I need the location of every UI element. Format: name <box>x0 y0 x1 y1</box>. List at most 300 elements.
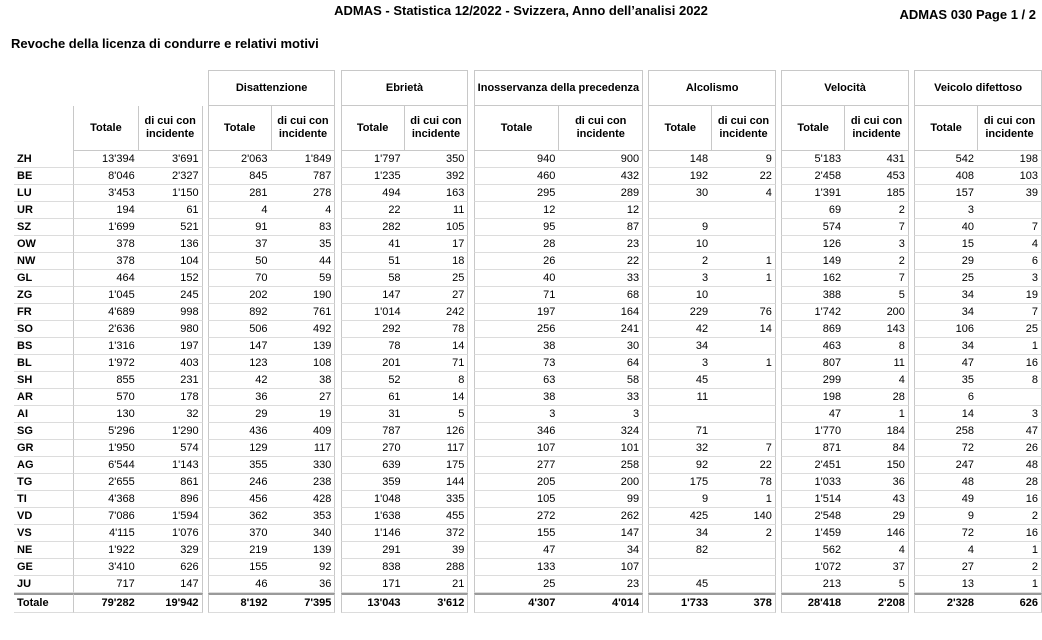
cell-total: 494 <box>341 185 404 202</box>
cell-incidents <box>711 542 776 559</box>
cell-total: 40 <box>474 270 559 287</box>
cell-incidents: 980 <box>138 321 203 338</box>
cell-total: 542 <box>914 151 977 168</box>
cell-total: 2'655 <box>73 474 138 491</box>
cell-total: 299 <box>781 372 844 389</box>
cell-total: 2'328 <box>914 593 977 613</box>
cell-total: 149 <box>781 253 844 270</box>
cell-total: 49 <box>914 491 977 508</box>
cell-incidents: 2 <box>711 525 776 542</box>
cell-incidents: 2 <box>844 253 909 270</box>
table-row <box>14 576 1042 593</box>
cell-total: 126 <box>781 236 844 253</box>
header-blank <box>14 106 73 151</box>
revocations-table <box>14 70 1042 613</box>
cell-total: 28 <box>474 236 559 253</box>
cell-total: 107 <box>474 440 559 457</box>
cell-incidents: 16 <box>977 491 1042 508</box>
table-row <box>14 151 1042 168</box>
table-row <box>14 168 1042 185</box>
cell-total: 855 <box>73 372 138 389</box>
cell-incidents: 1 <box>711 270 776 287</box>
cell-total: 45 <box>648 576 711 593</box>
cell-total: 5'296 <box>73 423 138 440</box>
cell-total: 26 <box>474 253 559 270</box>
cell-incidents: 7 <box>977 304 1042 321</box>
cell-total: 282 <box>341 219 404 236</box>
cell-incidents: 4 <box>271 202 336 219</box>
cell-incidents: 492 <box>271 321 336 338</box>
cell-total: 281 <box>208 185 271 202</box>
cell-incidents: 185 <box>844 185 909 202</box>
canton-label: VS <box>14 525 73 542</box>
cell-total: 41 <box>341 236 404 253</box>
cell-incidents: 105 <box>404 219 469 236</box>
cell-incidents: 18 <box>404 253 469 270</box>
cell-total: 4 <box>914 542 977 559</box>
cell-incidents: 4 <box>977 236 1042 253</box>
cell-total: 9 <box>648 219 711 236</box>
cell-total: 25 <box>914 270 977 287</box>
cell-incidents: 32 <box>138 406 203 423</box>
cell-total: 1'638 <box>341 508 404 525</box>
cell-incidents: 5 <box>404 406 469 423</box>
canton-label: ZH <box>14 151 73 168</box>
cell-incidents: 403 <box>138 355 203 372</box>
cell-total: 105 <box>474 491 559 508</box>
cell-total: 1'459 <box>781 525 844 542</box>
canton-label: BS <box>14 338 73 355</box>
cell-incidents: 68 <box>558 287 643 304</box>
cell-incidents: 19'942 <box>138 593 203 613</box>
canton-label: SO <box>14 321 73 338</box>
cell-incidents: 43 <box>844 491 909 508</box>
cell-total: 3 <box>474 406 559 423</box>
cell-total: 147 <box>208 338 271 355</box>
cell-incidents: 36 <box>844 474 909 491</box>
cell-incidents: 19 <box>271 406 336 423</box>
cell-total: 277 <box>474 457 559 474</box>
cell-total: 1'733 <box>648 593 711 613</box>
cell-total: 155 <box>474 525 559 542</box>
cell-total: 61 <box>341 389 404 406</box>
cell-total: 1'048 <box>341 491 404 508</box>
cell-total: 58 <box>341 270 404 287</box>
cell-incidents: 1'150 <box>138 185 203 202</box>
cell-incidents <box>711 236 776 253</box>
cell-incidents: 896 <box>138 491 203 508</box>
cell-total: 129 <box>208 440 271 457</box>
table-row <box>14 508 1042 525</box>
cell-total: 133 <box>474 559 559 576</box>
cell-incidents: 7 <box>711 440 776 457</box>
total-row <box>14 593 1042 613</box>
cell-total: 47 <box>781 406 844 423</box>
cell-total: 82 <box>648 542 711 559</box>
canton-label: VD <box>14 508 73 525</box>
cell-total: 246 <box>208 474 271 491</box>
col-header-total: Totale <box>474 106 559 151</box>
cell-total: 202 <box>208 287 271 304</box>
table-row <box>14 321 1042 338</box>
cell-incidents: 998 <box>138 304 203 321</box>
cell-total: 388 <box>781 287 844 304</box>
cell-incidents: 900 <box>558 151 643 168</box>
cell-total: 291 <box>341 542 404 559</box>
cell-total: 1'742 <box>781 304 844 321</box>
cell-total: 6'544 <box>73 457 138 474</box>
cell-incidents: 1 <box>977 338 1042 355</box>
cell-incidents: 861 <box>138 474 203 491</box>
table-body <box>14 151 1042 613</box>
sub-header-row <box>14 106 1042 151</box>
cell-incidents: 262 <box>558 508 643 525</box>
cell-total: 92 <box>648 457 711 474</box>
cell-total: 6 <box>914 389 977 406</box>
canton-label: ZG <box>14 287 73 304</box>
cell-total: 52 <box>341 372 404 389</box>
total-label: Totale <box>14 593 73 613</box>
cell-total: 34 <box>914 287 977 304</box>
cell-incidents: 1'143 <box>138 457 203 474</box>
cell-incidents: 14 <box>404 338 469 355</box>
cell-incidents: 76 <box>711 304 776 321</box>
cell-incidents: 200 <box>558 474 643 491</box>
table-row <box>14 457 1042 474</box>
cell-total: 359 <box>341 474 404 491</box>
cell-incidents: 1'290 <box>138 423 203 440</box>
cell-total: 460 <box>474 168 559 185</box>
cell-incidents: 288 <box>404 559 469 576</box>
cell-total: 157 <box>914 185 977 202</box>
cell-incidents: 27 <box>404 287 469 304</box>
cell-incidents: 4 <box>711 185 776 202</box>
cell-total: 378 <box>73 236 138 253</box>
cell-total: 256 <box>474 321 559 338</box>
table-row <box>14 270 1042 287</box>
cell-incidents: 33 <box>558 270 643 287</box>
cell-incidents: 1 <box>711 491 776 508</box>
cell-total: 198 <box>781 389 844 406</box>
cell-incidents: 61 <box>138 202 203 219</box>
cell-incidents: 3'612 <box>404 593 469 613</box>
cell-total: 71 <box>474 287 559 304</box>
cell-incidents: 39 <box>404 542 469 559</box>
cell-total: 807 <box>781 355 844 372</box>
cell-incidents <box>711 423 776 440</box>
cell-total: 639 <box>341 457 404 474</box>
cell-total: 464 <box>73 270 138 287</box>
cell-incidents: 29 <box>844 508 909 525</box>
cell-total: 63 <box>474 372 559 389</box>
cell-incidents: 64 <box>558 355 643 372</box>
cell-incidents: 6 <box>977 253 1042 270</box>
cell-total: 229 <box>648 304 711 321</box>
col-header-total: Totale <box>341 106 404 151</box>
cell-total: 717 <box>73 576 138 593</box>
cell-total: 3 <box>648 270 711 287</box>
cell-incidents: 184 <box>844 423 909 440</box>
cell-incidents: 22 <box>558 253 643 270</box>
canton-label: BE <box>14 168 73 185</box>
cell-incidents: 19 <box>977 287 1042 304</box>
col-header-total: Totale <box>914 106 977 151</box>
canton-label: SH <box>14 372 73 389</box>
table-row <box>14 406 1042 423</box>
cell-total: 12 <box>474 202 559 219</box>
cell-total: 10 <box>648 287 711 304</box>
cell-incidents: 372 <box>404 525 469 542</box>
cell-total: 15 <box>914 236 977 253</box>
cell-total: 2'548 <box>781 508 844 525</box>
cell-total: 247 <box>914 457 977 474</box>
cell-incidents: 87 <box>558 219 643 236</box>
cell-total: 1'922 <box>73 542 138 559</box>
cell-total: 95 <box>474 219 559 236</box>
cell-total: 1'972 <box>73 355 138 372</box>
cell-total: 1'391 <box>781 185 844 202</box>
cell-incidents: 84 <box>844 440 909 457</box>
cell-total: 45 <box>648 372 711 389</box>
cell-incidents: 22 <box>711 457 776 474</box>
cell-total: 40 <box>914 219 977 236</box>
cell-incidents: 626 <box>977 593 1042 613</box>
cell-incidents: 231 <box>138 372 203 389</box>
cell-incidents: 392 <box>404 168 469 185</box>
cell-total: 2'451 <box>781 457 844 474</box>
cell-total: 50 <box>208 253 271 270</box>
cell-total: 13'043 <box>341 593 404 613</box>
cell-incidents: 200 <box>844 304 909 321</box>
cell-total: 1'950 <box>73 440 138 457</box>
group-header: Disattenzione <box>208 70 336 106</box>
cell-total: 2'063 <box>208 151 271 168</box>
table-row <box>14 236 1042 253</box>
cell-total: 1'146 <box>341 525 404 542</box>
group-header: Ebrietà <box>341 70 469 106</box>
cell-incidents: 3 <box>977 406 1042 423</box>
cell-total: 562 <box>781 542 844 559</box>
cell-incidents: 140 <box>711 508 776 525</box>
cell-total: 940 <box>474 151 559 168</box>
cell-total: 70 <box>208 270 271 287</box>
cell-incidents: 353 <box>271 508 336 525</box>
cell-total: 346 <box>474 423 559 440</box>
cell-total: 192 <box>648 168 711 185</box>
cell-total: 845 <box>208 168 271 185</box>
cell-incidents: 44 <box>271 253 336 270</box>
cell-incidents: 107 <box>558 559 643 576</box>
cell-total: 4'115 <box>73 525 138 542</box>
cell-total: 147 <box>341 287 404 304</box>
cell-total: 197 <box>474 304 559 321</box>
cell-total: 31 <box>341 406 404 423</box>
cell-total: 2'458 <box>781 168 844 185</box>
cell-total: 34 <box>914 304 977 321</box>
cell-incidents: 1 <box>844 406 909 423</box>
cell-incidents: 175 <box>404 457 469 474</box>
cell-total: 13'394 <box>73 151 138 168</box>
cell-total: 892 <box>208 304 271 321</box>
cell-incidents: 23 <box>558 576 643 593</box>
canton-label: TG <box>14 474 73 491</box>
cell-total: 292 <box>341 321 404 338</box>
cell-incidents: 27 <box>271 389 336 406</box>
cell-incidents: 1 <box>977 576 1042 593</box>
table-row <box>14 287 1042 304</box>
report-title: ADMAS - Statistica 12/2022 - Svizzera, Anno dell’analisi 2022 <box>334 3 708 18</box>
cell-total <box>648 406 711 423</box>
cell-total: 4'307 <box>474 593 559 613</box>
cell-incidents: 14 <box>711 321 776 338</box>
canton-label: SZ <box>14 219 73 236</box>
cell-total: 1'316 <box>73 338 138 355</box>
canton-label: UR <box>14 202 73 219</box>
cell-incidents: 455 <box>404 508 469 525</box>
cell-total: 4'689 <box>73 304 138 321</box>
cell-incidents: 126 <box>404 423 469 440</box>
cell-incidents: 378 <box>711 593 776 613</box>
cell-incidents: 139 <box>271 338 336 355</box>
group-header: Alcolismo <box>648 70 776 106</box>
cell-incidents: 117 <box>404 440 469 457</box>
cell-total: 37 <box>208 236 271 253</box>
col-header-total: Totale <box>781 106 844 151</box>
cell-total: 175 <box>648 474 711 491</box>
table-row <box>14 202 1042 219</box>
cell-total: 463 <box>781 338 844 355</box>
cell-incidents <box>711 406 776 423</box>
cell-incidents: 258 <box>558 457 643 474</box>
cell-total: 3'453 <box>73 185 138 202</box>
cell-total: 378 <box>73 253 138 270</box>
canton-label: AG <box>14 457 73 474</box>
cell-incidents: 25 <box>404 270 469 287</box>
cell-total: 436 <box>208 423 271 440</box>
cell-incidents: 30 <box>558 338 643 355</box>
col-header-incidents: di cui con incidente <box>711 106 776 151</box>
cell-incidents: 23 <box>558 236 643 253</box>
cell-total: 1'514 <box>781 491 844 508</box>
cell-total: 123 <box>208 355 271 372</box>
cell-total: 106 <box>914 321 977 338</box>
cell-incidents: 1'849 <box>271 151 336 168</box>
cell-total: 1'770 <box>781 423 844 440</box>
cell-total: 34 <box>648 338 711 355</box>
cell-incidents: 7 <box>844 270 909 287</box>
group-header: Inosservanza della precedenza <box>474 70 643 106</box>
cell-total: 9 <box>914 508 977 525</box>
table-row <box>14 355 1042 372</box>
cell-total: 3 <box>914 202 977 219</box>
cell-total: 787 <box>341 423 404 440</box>
cell-incidents <box>711 219 776 236</box>
cell-incidents: 34 <box>558 542 643 559</box>
cell-incidents: 25 <box>977 321 1042 338</box>
col-header-incidents: di cui con incidente <box>977 106 1042 151</box>
canton-label: GL <box>14 270 73 287</box>
cell-total: 1'699 <box>73 219 138 236</box>
cell-incidents: 33 <box>558 389 643 406</box>
cell-incidents: 146 <box>844 525 909 542</box>
cell-total: 362 <box>208 508 271 525</box>
cell-incidents: 147 <box>558 525 643 542</box>
table-row <box>14 559 1042 576</box>
cell-incidents <box>711 372 776 389</box>
cell-total: 91 <box>208 219 271 236</box>
cell-incidents: 2'327 <box>138 168 203 185</box>
col-header-incidents: di cui con incidente <box>558 106 643 151</box>
col-header-incidents: di cui con incidente <box>404 106 469 151</box>
cell-incidents <box>711 576 776 593</box>
cell-total: 148 <box>648 151 711 168</box>
cell-total: 38 <box>474 338 559 355</box>
cell-incidents: 245 <box>138 287 203 304</box>
table-row <box>14 525 1042 542</box>
cell-incidents: 787 <box>271 168 336 185</box>
cell-total: 51 <box>341 253 404 270</box>
canton-label: GR <box>14 440 73 457</box>
cell-total: 42 <box>208 372 271 389</box>
table-row <box>14 372 1042 389</box>
cell-total: 34 <box>914 338 977 355</box>
table-row <box>14 423 1042 440</box>
table-row <box>14 338 1042 355</box>
cell-incidents: 242 <box>404 304 469 321</box>
cell-total: 73 <box>474 355 559 372</box>
cell-incidents: 101 <box>558 440 643 457</box>
cell-incidents: 178 <box>138 389 203 406</box>
cell-incidents: 3 <box>977 270 1042 287</box>
cell-incidents: 21 <box>404 576 469 593</box>
cell-incidents <box>977 389 1042 406</box>
cell-total: 1'235 <box>341 168 404 185</box>
cell-incidents: 1 <box>977 542 1042 559</box>
cell-incidents: 78 <box>404 321 469 338</box>
cell-incidents: 163 <box>404 185 469 202</box>
cell-incidents: 2 <box>977 559 1042 576</box>
cell-incidents: 9 <box>711 151 776 168</box>
report-subtitle: Revoche della licenza di condurre e relativi motivi <box>11 36 319 51</box>
cell-incidents: 761 <box>271 304 336 321</box>
cell-total: 30 <box>648 185 711 202</box>
cell-incidents: 11 <box>404 202 469 219</box>
cell-total: 22 <box>341 202 404 219</box>
cell-total <box>648 559 711 576</box>
cell-incidents: 5 <box>844 287 909 304</box>
cell-incidents: 521 <box>138 219 203 236</box>
cell-incidents: 26 <box>977 440 1042 457</box>
table-row <box>14 542 1042 559</box>
canton-label: FR <box>14 304 73 321</box>
cell-total: 272 <box>474 508 559 525</box>
cell-incidents: 28 <box>844 389 909 406</box>
cell-incidents: 2'208 <box>844 593 909 613</box>
cell-incidents: 1'076 <box>138 525 203 542</box>
canton-label: NW <box>14 253 73 270</box>
cell-incidents: 83 <box>271 219 336 236</box>
cell-total: 69 <box>781 202 844 219</box>
cell-total: 456 <box>208 491 271 508</box>
canton-label: BL <box>14 355 73 372</box>
cell-incidents: 626 <box>138 559 203 576</box>
cell-incidents: 99 <box>558 491 643 508</box>
cell-total: 25 <box>474 576 559 593</box>
cell-total: 258 <box>914 423 977 440</box>
cell-incidents <box>711 338 776 355</box>
cell-total: 27 <box>914 559 977 576</box>
cell-incidents: 152 <box>138 270 203 287</box>
